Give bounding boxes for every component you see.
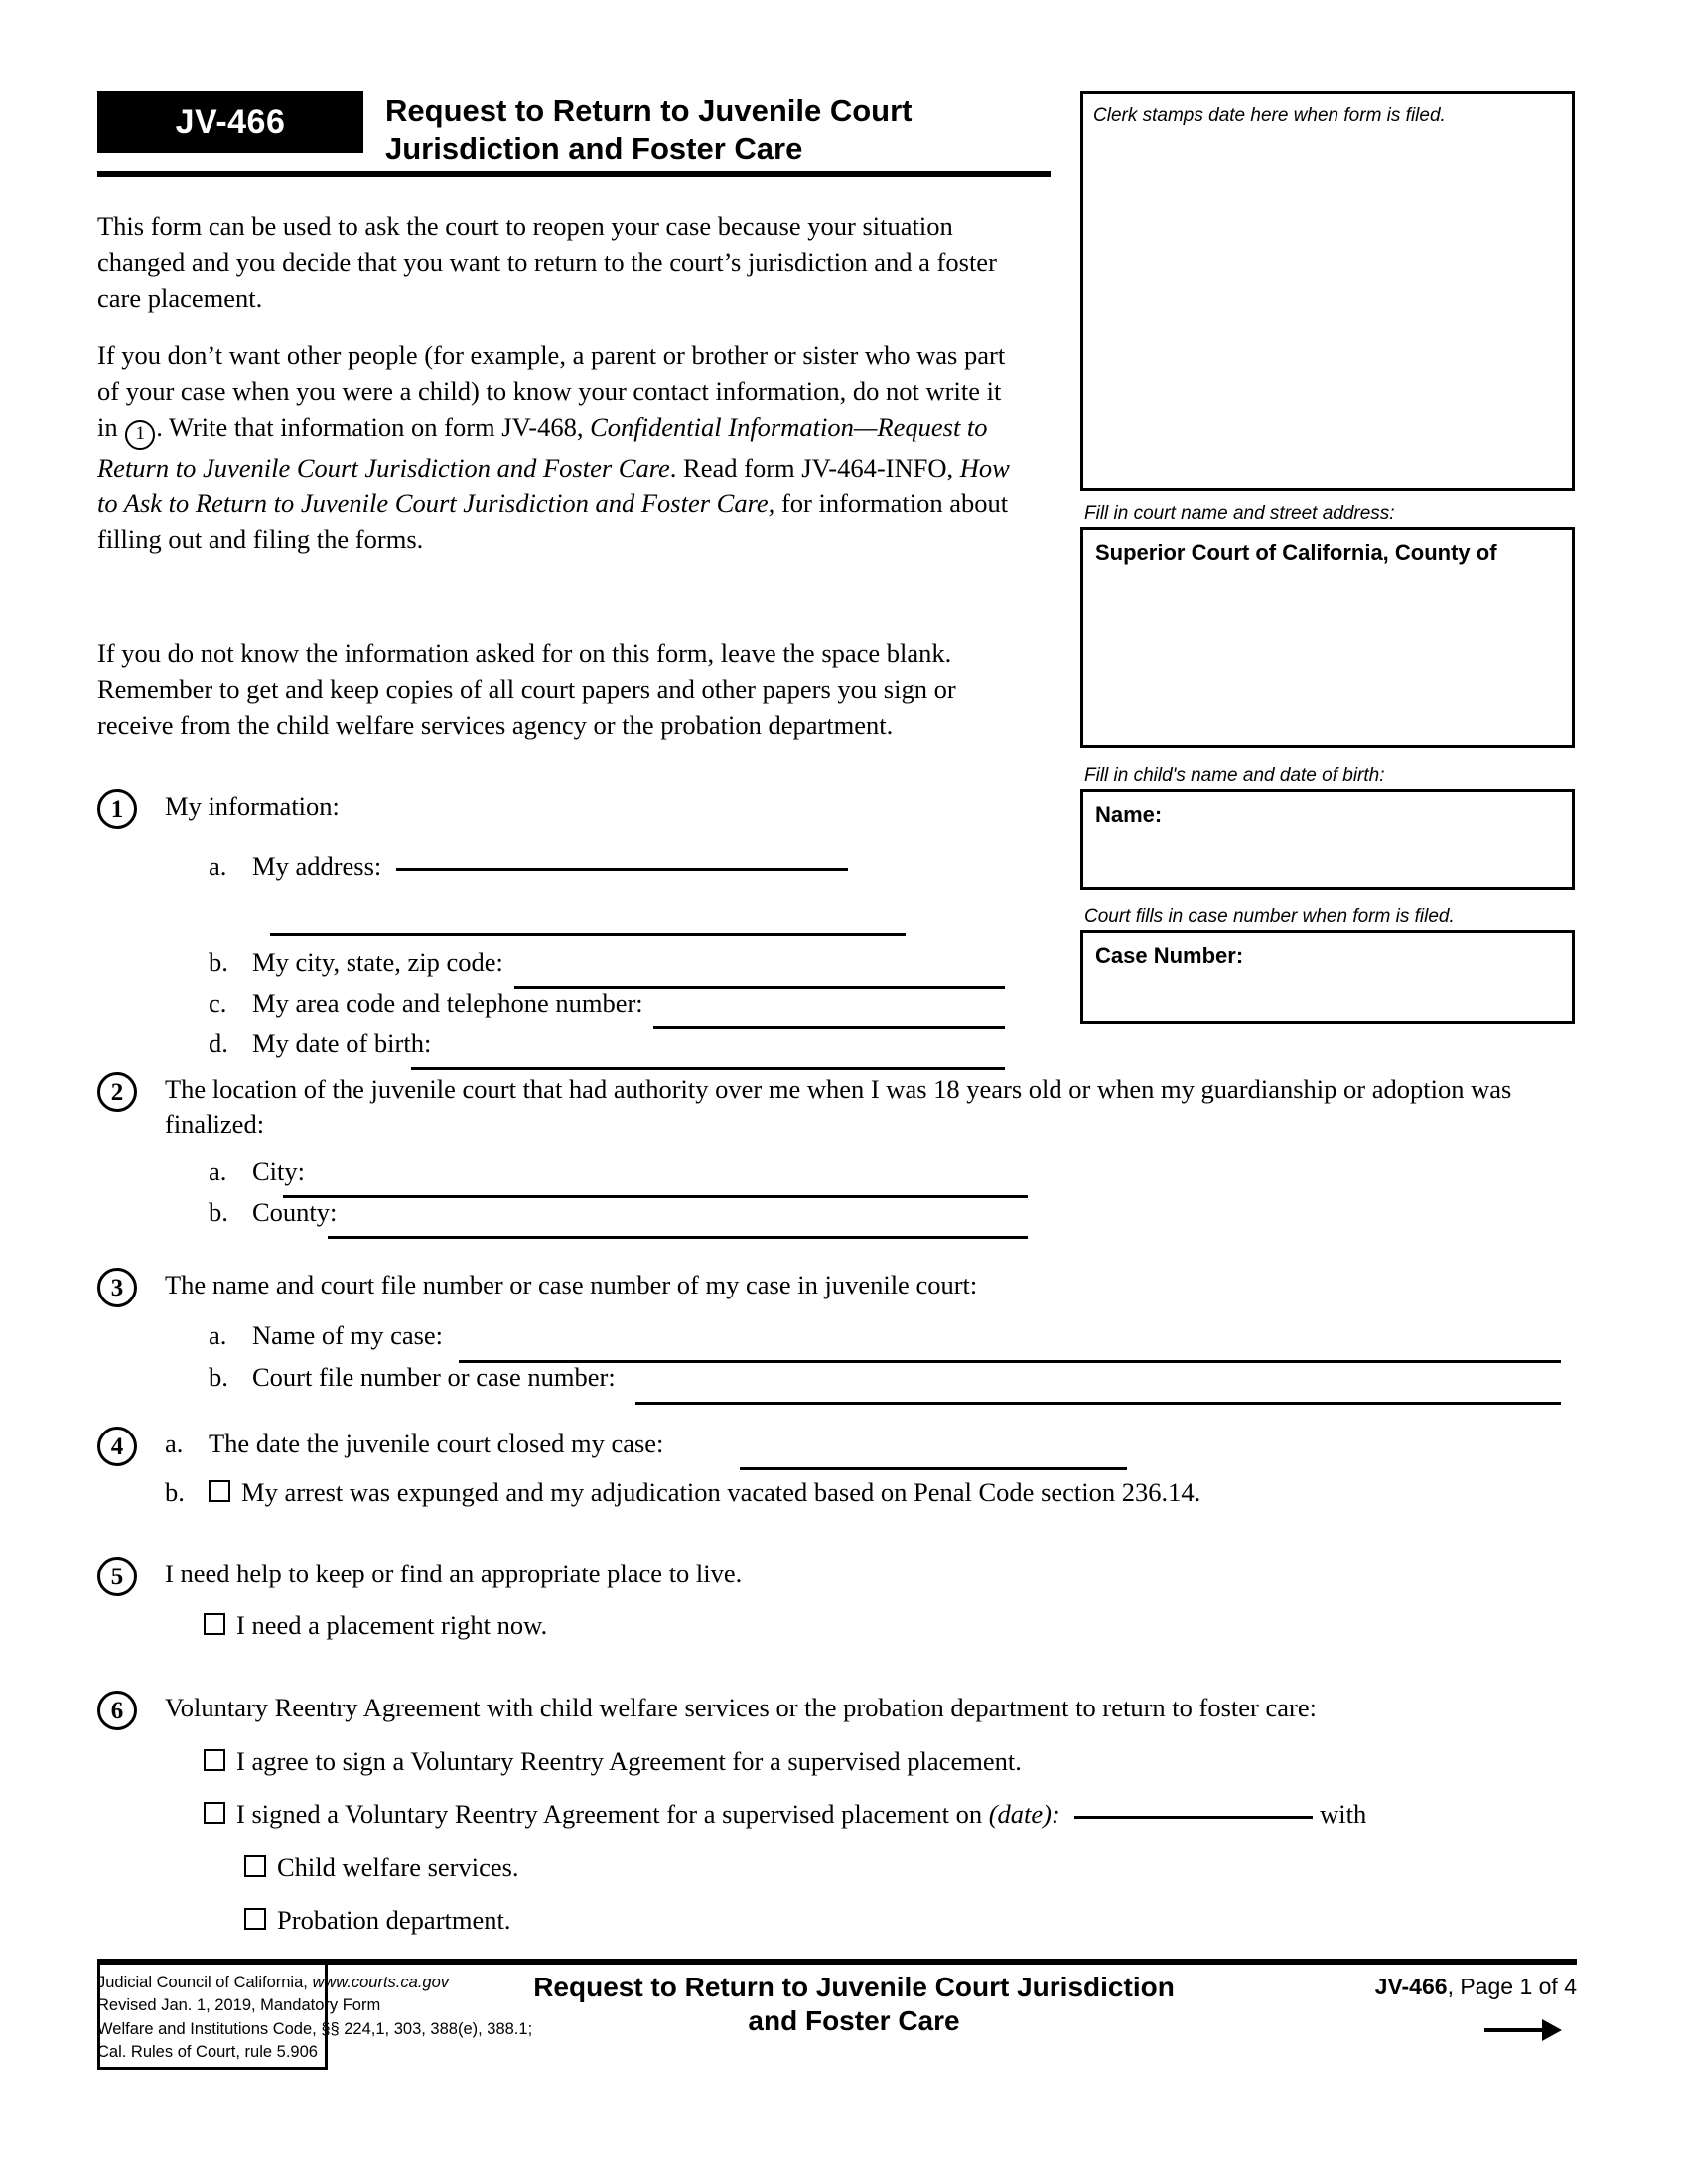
- item-2a-text: City:: [252, 1157, 306, 1186]
- intro-p2-part-c: . Read form JV-464-INFO,: [669, 453, 954, 483]
- header-divider: [97, 171, 1051, 177]
- item-4b-label: b.: [165, 1477, 185, 1507]
- item-2b-text: County:: [252, 1197, 338, 1227]
- item-1-text: My information:: [165, 791, 340, 821]
- item-5-check-1-text: I need a placement right now.: [236, 1610, 548, 1640]
- next-page-arrow-icon: [1470, 2013, 1577, 2052]
- intro-p2-part-a: If you don’t want other people (for example, a parent or brother or sister who was part of your case when you were a child) to know your contact information, do not write it in: [97, 341, 1006, 443]
- intro-paragraph-1: [97, 208, 1026, 341]
- item-4: [97, 1427, 1577, 1461]
- item-2: [97, 1072, 1577, 1142]
- item-3a-text: Name of my case:: [252, 1320, 444, 1350]
- item-3b-label: b.: [209, 1362, 228, 1392]
- item-1a: [97, 849, 1577, 884]
- footer-council-text: Judicial Council of California,: [97, 1974, 308, 1991]
- footer-citation-line-4: Cal. Rules of Court, rule 5.906: [97, 2043, 318, 2062]
- intro-p3-text: If you do not know the information asked for on this form, leave the space blank. Remember to get and keep copies of all court papers and other papers you sign or receive from the child welfare services agency or the probation department.: [97, 638, 956, 741]
- footer-form-title: [467, 1971, 1241, 2037]
- item-6-sub-check-1: [97, 1850, 1577, 1885]
- item-4a-input-line[interactable]: [740, 1467, 1127, 1470]
- item-5-check-1: [97, 1608, 1577, 1643]
- intro-paragraph-2: [97, 338, 1026, 582]
- footer-page-info: [1251, 1974, 1577, 2000]
- item-3a: [97, 1318, 1577, 1353]
- intro-p2-italic-form-jv464: How to Ask to Return to Juvenile Court Jurisdiction and Foster Care,: [97, 453, 1010, 519]
- item-3-text: The name and court file number or case number of my case in juvenile court:: [165, 1270, 978, 1299]
- item-3-number: 3: [97, 1268, 137, 1307]
- item-4a-text: The date the juvenile court closed my case:: [209, 1429, 664, 1458]
- item-6-checkbox-signed-agreement[interactable]: [204, 1802, 225, 1824]
- item-2b: [97, 1195, 1577, 1230]
- item-1: [97, 789, 1577, 824]
- item-5: [97, 1557, 1577, 1591]
- item-3b: [97, 1360, 1577, 1395]
- item-6-date-input-line[interactable]: [1074, 1816, 1313, 1819]
- item-1c: [97, 986, 1577, 1021]
- form-title-line2: Jurisdiction and Foster Care: [385, 130, 803, 166]
- item-5-text: I need help to keep or find an appropriate place to live.: [165, 1559, 743, 1588]
- item-2a: [97, 1155, 1577, 1189]
- item-6-text: Voluntary Reentry Agreement with child welfare services or the probation department to return to foster care:: [165, 1693, 1317, 1722]
- case-number-label: Court fills in case number when form is filed.: [1084, 906, 1455, 927]
- footer-citation-line-2: Revised Jan. 1, 2019, Mandatory Form: [97, 1996, 381, 2015]
- child-name-value: Name:: [1095, 802, 1163, 827]
- item-1d-input-line[interactable]: [411, 1067, 1005, 1070]
- item-1b-text: My city, state, zip code:: [252, 947, 503, 977]
- item-5-checkbox-placement-now[interactable]: [204, 1613, 225, 1635]
- form-number-badge: JV-466: [97, 91, 363, 153]
- case-number-value: Case Number:: [1095, 943, 1244, 968]
- item-6-sub-check-2-text: Probation department.: [277, 1905, 511, 1935]
- intro-p2-text: [97, 338, 1026, 557]
- court-name-box[interactable]: [1080, 527, 1575, 748]
- intro-paragraph-3: [97, 635, 1026, 767]
- footer-form-number: JV-466: [1374, 1974, 1448, 1999]
- child-name-label: Fill in child's name and date of birth:: [1084, 765, 1385, 786]
- item-6-checkbox-child-welfare-services[interactable]: [244, 1855, 266, 1877]
- item-4b-checkbox[interactable]: [209, 1480, 230, 1502]
- item-4b-text: My arrest was expunged and my adjudication vacated based on Penal Code section 236.14.: [241, 1477, 1201, 1507]
- item-2b-input-line[interactable]: [328, 1236, 1028, 1239]
- item-6-check-2-with: with: [1320, 1799, 1367, 1829]
- item-6-checkbox-agree-to-sign[interactable]: [204, 1749, 225, 1771]
- item-2b-label: b.: [209, 1197, 228, 1227]
- item-1d-label: d.: [209, 1028, 228, 1058]
- item-1b-label: b.: [209, 947, 228, 977]
- item-6-check-1-text: I agree to sign a Voluntary Reentry Agreement for a supervised placement.: [236, 1746, 1022, 1776]
- item-1a-input-line2[interactable]: [270, 933, 906, 936]
- item-1-number: 1: [97, 789, 137, 829]
- item-4b: [97, 1475, 1577, 1510]
- item-6-check-2-date-label: (date):: [988, 1799, 1060, 1829]
- footer-form-title-line1: Request to Return to Juvenile Court Jurisdiction: [533, 1972, 1175, 2002]
- item-1d: [97, 1026, 1577, 1061]
- circled-number-inline: 1: [125, 420, 155, 450]
- court-name-value: Superior Court of California, County of: [1095, 540, 1497, 565]
- item-1a-input-line1[interactable]: [396, 868, 848, 871]
- item-2a-label: a.: [209, 1157, 227, 1186]
- form-title-line1: Request to Return to Juvenile Court: [385, 93, 913, 128]
- item-6-number: 6: [97, 1691, 137, 1730]
- item-1c-label: c.: [209, 988, 227, 1018]
- intro-p1-text: This form can be used to ask the court to reopen your case because your situation changed and you decide that you want to return to the court’s jurisdiction and a foster care placement.: [97, 211, 997, 314]
- intro-p2-italic-form-jv468: Confidential Information—Request to Return to Juvenile Court Jurisdiction and Foster Care: [97, 412, 988, 483]
- item-6-sub-check-1-text: Child welfare services.: [277, 1852, 519, 1882]
- item-4-number: 4: [97, 1427, 137, 1466]
- item-1b: [97, 945, 1577, 980]
- item-6-check-2-text: I signed a Voluntary Reentry Agreement for a supervised placement on: [236, 1799, 983, 1829]
- item-3b-text: Court file number or case number:: [252, 1362, 616, 1392]
- court-name-label: Fill in court name and street address:: [1084, 503, 1395, 524]
- item-6-checkbox-probation-department[interactable]: [244, 1908, 266, 1930]
- item-6-check-2: [97, 1797, 1577, 1832]
- item-4a-label: a.: [165, 1429, 184, 1458]
- item-2-text: The location of the juvenile court that had authority over me when I was 18 years old or when my guardianship or adoption was finalized:: [165, 1074, 1512, 1140]
- item-3a-label: a.: [209, 1320, 227, 1350]
- item-6-sub-check-2: [97, 1903, 1577, 1938]
- item-6-check-1: [97, 1744, 1577, 1779]
- form-title: [363, 91, 1051, 167]
- item-1a-label: a.: [209, 851, 227, 881]
- item-3: [97, 1268, 1577, 1302]
- clerk-stamp-box[interactable]: [1080, 91, 1575, 491]
- item-1d-text: My date of birth:: [252, 1028, 432, 1058]
- footer-website-url: www.courts.ca.gov: [312, 1974, 450, 1991]
- item-1c-text: My area code and telephone number:: [252, 988, 643, 1018]
- footer-page-number: , Page 1 of 4: [1447, 1974, 1577, 1999]
- footer-form-title-line2: and Foster Care: [748, 2004, 960, 2036]
- footer-citation-line-3: Welfare and Institutions Code, §§ 224,1, 303, 388(e), 388.1;: [97, 2019, 533, 2038]
- item-5-number: 5: [97, 1557, 137, 1596]
- item-6: [97, 1691, 1577, 1725]
- form-header: [97, 91, 1051, 177]
- intro-p2-part-b: . Write that information on form JV-468,: [156, 412, 584, 443]
- item-3b-input-line[interactable]: [635, 1402, 1561, 1405]
- intro-p2-part-d: for information about filling out and filing the forms.: [97, 488, 1009, 555]
- clerk-stamp-note: Clerk stamps date here when form is filed.: [1093, 105, 1446, 126]
- arrow-right-icon: [1484, 2013, 1562, 2047]
- item-1a-text: My address:: [252, 851, 382, 881]
- item-2-number: 2: [97, 1072, 137, 1112]
